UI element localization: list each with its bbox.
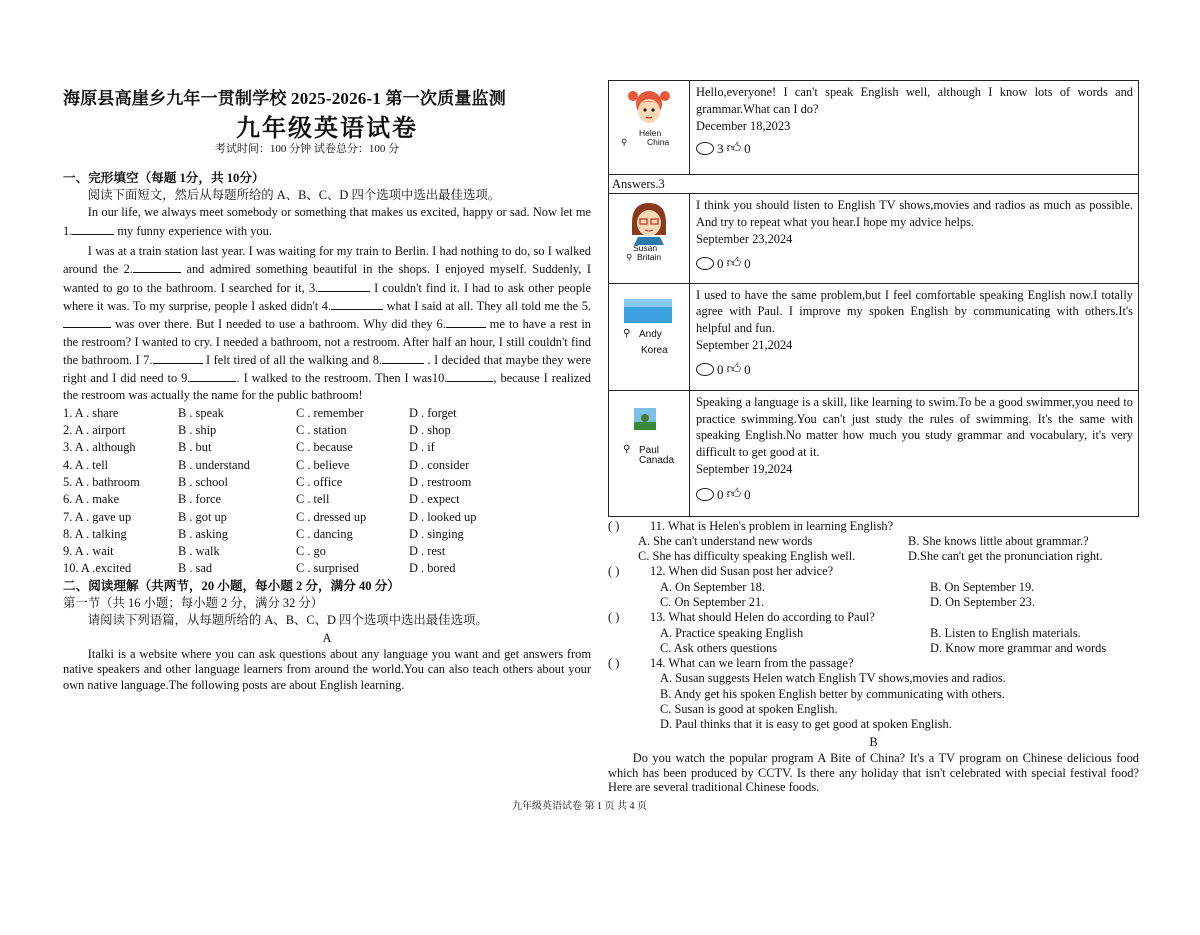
question-item — [608, 564, 1139, 610]
option-3-D: D . if — [409, 440, 435, 455]
post-text: Speaking a language is a skill, like learning to swim.To be a good swimmer,you need to practice swimming.You can't just study the rules of swimming. It's the same with speaking English.No matter how much you study grammar and vocabulary, it's very difficult to get good at it. — [696, 395, 1133, 459]
comment-count: 0 — [717, 255, 724, 271]
author-country: Britain — [637, 252, 662, 262]
option-4-C: C . believe — [296, 457, 350, 472]
post-content — [690, 283, 1139, 391]
like-count: 0 — [744, 361, 751, 377]
blank-10 — [447, 369, 493, 382]
part2-instruction: 请阅读下列语篇，从每题所给的 A、B、C、D 四个选项中选出最佳选项。 — [87, 613, 488, 628]
posts-table — [608, 80, 1139, 517]
option-9-A: 9. A . wait — [63, 544, 114, 559]
location-pin-icon: ⚲ — [623, 444, 631, 455]
option-1-C: C . remember — [296, 405, 364, 420]
question-option: A. Susan suggests Helen watch English TV shows,movies and radios. — [660, 671, 1006, 686]
question-option: D.She can't get the pronunciation right. — [908, 549, 1103, 564]
option-5-A: 5. A . bathroom — [63, 474, 140, 489]
question-option: C. Ask others questions — [660, 640, 778, 655]
question-post — [609, 81, 1139, 175]
cloze-paragraph-2: I was at a train station last year. I was waiting for my train to Berlin. I had nothing to do, so I walked around the 2. and admired something beautiful in the shops. I enjoyed myself. Suddenly, I wanted to go to the bathroom. I searched for it, 3. I couldn't find it. I had to ask other people where it was. To my surprise, people I asked didn't 4. what I said at all. They all told me the 5. was over there. But I needed to use a bathroom. Why did they 6. me to have a rest in the restroom? I wanted to cry. I needed a bathroom, not a restroom. After half an hour, I still couldn't find the bathroom. I 7. I felt tired of all the walking and 8. . I decided that maybe they were right and I did need to 9. . I walked to the restroom. Then I was10. , because I realized the restroom was actually the name for the public bathroom! — [63, 244, 592, 403]
option-2-C: C . station — [296, 423, 347, 438]
option-6-A: 6. A . make — [63, 492, 120, 507]
question-item — [608, 610, 1139, 656]
girl-avatar-icon — [610, 82, 688, 168]
blank-4 — [331, 297, 383, 310]
reading-questions — [608, 519, 1139, 733]
question-option: D. On September 23. — [930, 594, 1035, 609]
comment-count: 3 — [717, 140, 724, 156]
option-3-C: C . because — [296, 440, 353, 455]
like-count: 0 — [744, 140, 751, 156]
question-option: B. Andy get his spoken English better by communicating with others. — [660, 686, 1005, 701]
cloze-options — [63, 405, 591, 578]
option-7-D: D . looked up — [409, 509, 477, 524]
question-option: D. Know more grammar and words — [930, 640, 1107, 655]
option-2-B: B . ship — [178, 423, 217, 438]
option-4-A: 4. A . tell — [63, 457, 109, 472]
page-footer: 九年级英语试卷 第 1 页 共 4 页 — [512, 801, 647, 812]
author-country: Korea — [641, 344, 668, 356]
question-option: A. Practice speaking English — [660, 625, 804, 640]
author-country: China — [647, 137, 670, 147]
option-10-B: B . sad — [178, 561, 213, 576]
passage-b-intro: Do you watch the popular program A Bite of China? It's a TV program on Chinese delicious food which has been produced by CCTV. Is there any holiday that isn't celebrated with special festival food? Here are several traditional Chinese foods. — [608, 750, 1139, 795]
option-9-C: C . go — [296, 544, 326, 559]
option-2-A: 2. A . airport — [63, 423, 126, 438]
option-10-D: D . bored — [409, 561, 456, 576]
left-column — [63, 88, 591, 693]
option-4-B: B . understand — [178, 457, 250, 472]
thumbs-up-icon: 👍︎ — [726, 255, 742, 271]
option-row — [63, 543, 591, 560]
option-row — [63, 474, 591, 491]
author-name: Susan — [633, 243, 658, 253]
part2-heading: 二、阅读理解（共两节，20 小题，每小题 2 分，满分 40 分） — [63, 578, 400, 593]
option-6-C: C . tell — [296, 492, 330, 507]
answer-paren[interactable]: ( ) — [608, 656, 620, 671]
part2-subheading: 第一节（共 16 小题；每小题 2 分，满分 32 分） — [63, 596, 324, 611]
question-option: C. On September 21. — [660, 594, 765, 609]
part1-heading: 一、完形填空（每题 1分，共 10分） — [63, 170, 265, 185]
post-date: September 23,2024 — [696, 232, 793, 246]
post-content — [690, 81, 1139, 175]
author-country: Canada — [639, 455, 675, 466]
question-option: D. Paul thinks that it is easy to get good at spoken English. — [660, 717, 952, 732]
woman-avatar-icon — [610, 195, 688, 277]
option-row — [63, 560, 591, 577]
option-1-D: D . forget — [409, 405, 457, 420]
exam-title: 九年级英语试卷 — [236, 116, 418, 143]
question-stem: 13. What should Helen do according to Paul? — [650, 610, 875, 625]
blank-3 — [318, 279, 370, 292]
question-option: A. She can't understand new words — [638, 533, 813, 548]
location-pin-icon: ⚲ — [623, 327, 631, 339]
avatar-cell — [609, 391, 690, 517]
question-item — [608, 519, 1139, 565]
answers-label: Answers.3 — [609, 174, 1139, 194]
passage-b-letter: B — [869, 734, 878, 749]
thumbs-up-icon: 👍︎ — [726, 361, 742, 377]
question-stem: 14. What can we learn from the passage? — [650, 656, 854, 671]
option-8-A: 8. A . talking — [63, 526, 127, 541]
location-pin-icon: ⚲ — [626, 252, 633, 262]
blank-1 — [72, 222, 114, 235]
option-1-A: 1. A . share — [63, 405, 119, 420]
option-row — [63, 439, 591, 456]
answers-label-row — [609, 174, 1139, 194]
blank-6 — [446, 315, 486, 328]
comment-icon — [696, 142, 714, 155]
option-8-B: B . asking — [178, 526, 228, 541]
question-option: B. On September 19. — [930, 579, 1035, 594]
option-7-A: 7. A . gave up — [63, 509, 132, 524]
answer-post — [609, 194, 1139, 284]
question-option: B. Listen to English materials. — [930, 625, 1081, 640]
option-10-C: C . surprised — [296, 561, 359, 576]
option-5-B: B . school — [178, 474, 228, 489]
question-item — [608, 656, 1139, 732]
blank-8 — [382, 351, 424, 364]
comment-icon — [696, 363, 714, 376]
option-6-B: B . force — [178, 492, 222, 507]
option-9-B: B . walk — [178, 544, 220, 559]
option-6-D: D . expect — [409, 492, 460, 507]
blank-2 — [133, 260, 181, 273]
option-4-D: D . consider — [409, 457, 470, 472]
option-row — [63, 405, 591, 422]
option-row — [63, 491, 591, 508]
post-text: I think you should listen to English TV shows,movies and radios as much as possible. And try to repeat what you hear.I hope my advice helps. — [696, 198, 1133, 229]
option-row — [63, 509, 591, 526]
question-stem: 12. When did Susan post her advice? — [650, 564, 834, 579]
post-date: September 19,2024 — [696, 462, 793, 476]
right-column — [608, 80, 1139, 795]
author-name: Helen — [639, 128, 662, 138]
thumbs-up-icon: 👍︎ — [726, 140, 742, 156]
answer-post — [609, 283, 1139, 391]
option-8-C: C . dancing — [296, 526, 353, 541]
question-option: A. On September 18. — [660, 579, 765, 594]
part1-instruction: 阅读下面短文，然后从每题所给的 A、B、C、D 四个选项中选出最佳选项。 — [87, 188, 501, 203]
blank-7 — [153, 351, 203, 364]
comment-icon — [696, 257, 714, 270]
avatar-cell — [609, 283, 690, 391]
post-date: September 21,2024 — [696, 338, 793, 352]
author-name: Paul — [639, 445, 660, 456]
answer-paren[interactable]: ( ) — [608, 518, 620, 533]
blank-5 — [63, 315, 111, 328]
option-2-D: D . shop — [409, 423, 451, 438]
answer-paren[interactable]: ( ) — [608, 564, 620, 579]
option-1-B: B . speak — [178, 405, 224, 420]
option-9-D: D . rest — [409, 544, 446, 559]
like-count: 0 — [744, 486, 751, 502]
post-date: December 18,2023 — [696, 119, 791, 133]
avatar-cell — [609, 81, 690, 175]
answer-post — [609, 391, 1139, 517]
cloze-paragraph-1: In our life, we always meet somebody or something that makes us excited, happy or sad. Now let me 1. my funny experience with you. — [63, 205, 591, 238]
avatar-cell — [609, 194, 690, 284]
post-text: I used to have the same problem,but I feel comfortable speaking English now.I totally agree with Paul. I improve my spoken English by communicating with others.It's helpful and fun. — [696, 287, 1133, 335]
question-option: B. She knows little about grammar.? — [908, 533, 1089, 548]
passage-a-letter: A — [322, 630, 332, 645]
option-row — [63, 526, 591, 543]
option-5-D: D . restroom — [409, 474, 472, 489]
option-row — [63, 422, 591, 439]
location-pin-icon: ⚲ — [621, 137, 628, 147]
question-option: C. Susan is good at spoken English. — [660, 702, 838, 717]
answer-paren[interactable]: ( ) — [608, 610, 620, 625]
school-name: 海原县高崖乡九年一贯制学校 2025-2026-1 第一次质量监测 — [63, 89, 506, 108]
option-8-D: D . singing — [409, 526, 464, 541]
post-text: Hello,everyone! I can't speak English well, although I know lots of words and grammar.What can I do? — [696, 85, 1133, 116]
like-count: 0 — [744, 255, 751, 271]
comment-count: 0 — [717, 361, 724, 377]
option-3-B: B . but — [178, 440, 212, 455]
option-5-C: C . office — [296, 474, 343, 489]
post-content — [690, 194, 1139, 284]
option-row — [63, 457, 591, 474]
comment-count: 0 — [717, 486, 724, 502]
thumbs-up-icon: 👍︎ — [726, 486, 742, 502]
question-stem: 11. What is Helen's problem in learning English? — [650, 518, 894, 533]
passage-a-intro: Italki is a website where you can ask questions about any language you want and get answers from native speakers and other language learners from around the world.You can also teach others about your own native language.The following posts are about English learning. — [63, 646, 591, 692]
author-name: Andy — [639, 328, 662, 340]
option-3-A: 3. A . although — [63, 440, 136, 455]
option-10-A: 10. A .excited — [63, 561, 132, 576]
option-7-C: C . dressed up — [296, 509, 367, 524]
exam-info: 考试时间：100 分钟 试卷总分：100 分 — [214, 142, 400, 155]
question-option: C. She has difficulty speaking English well. — [638, 549, 856, 564]
blank-9 — [190, 369, 236, 382]
option-7-B: B . got up — [178, 509, 227, 524]
post-content — [690, 391, 1139, 517]
comment-icon — [696, 488, 714, 501]
